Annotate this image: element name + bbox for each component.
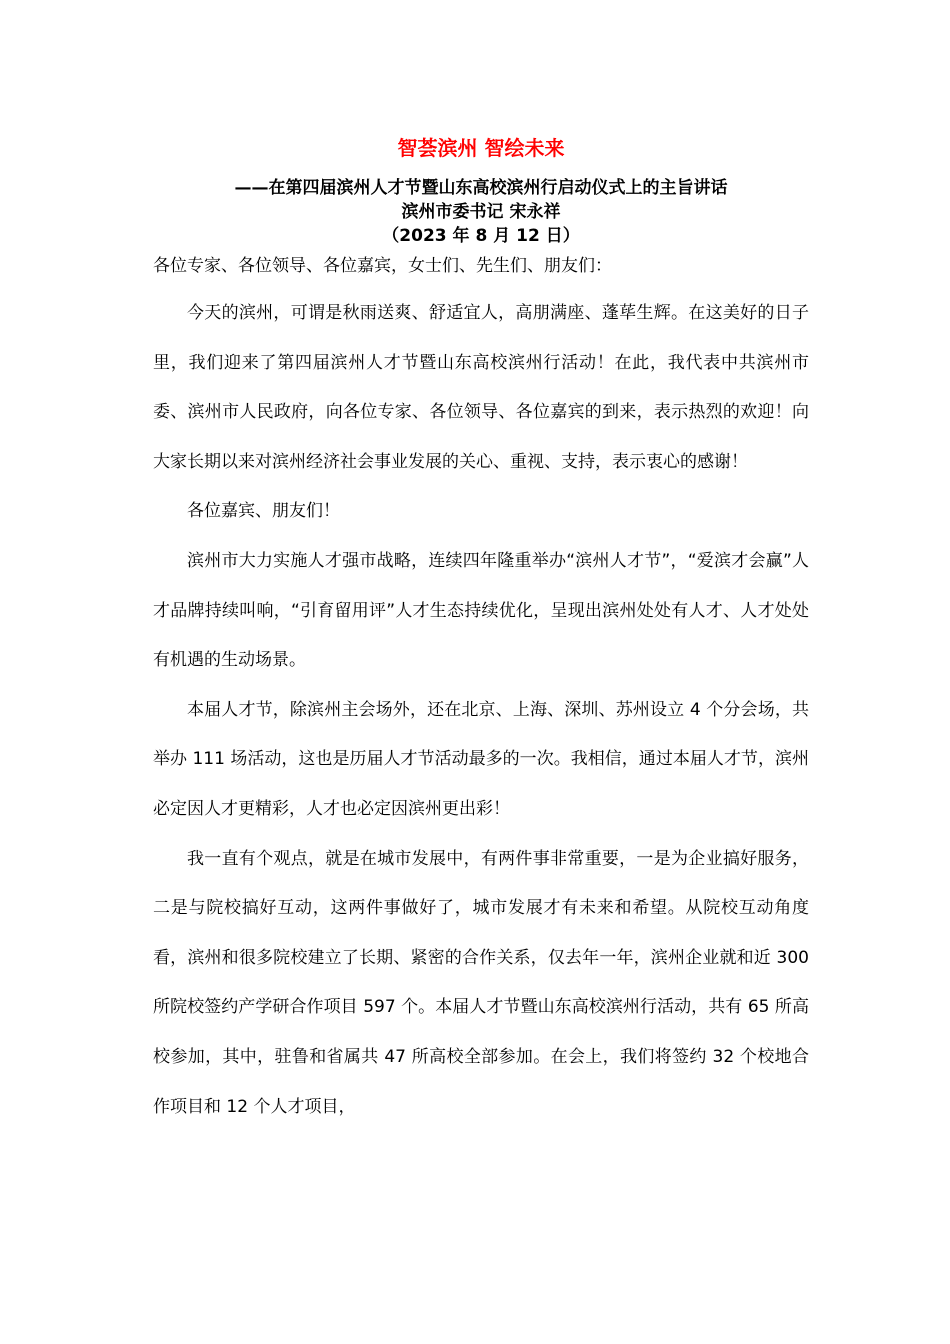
document-page xyxy=(153,134,809,1132)
salutation: 各位专家、各位领导、各位嘉宾，女士们、先生们、朋友们： xyxy=(153,256,612,276)
paragraph: 本届人才节，除滨州主会场外，还在北京、上海、深圳、苏州设立 4 个分会场，共举办 111 场活动，这也是历届人才节活动最多的一次。我相信，通过本届人才节，滨州必定因人才更精彩，人才也必定因滨州更出彩！ xyxy=(153,699,809,819)
document-subtitle: ——在第四届滨州人才节暨山东高校滨州行启动仪式上的主旨讲话 xyxy=(234,178,728,198)
paragraph: 今天的滨州，可谓是秋雨送爽、舒适宜人，高朋满座、蓬荜生辉。在这美好的日子里，我们迎来了第四届滨州人才节暨山东高校滨州行活动！在此，我代表中共滨州市委、滨州市人民政府，向各位专家、各位领导、各位嘉宾的到来，表示热烈的欢迎！向大家长期以来对滨州经济社会事业发展的关心、重视、支持，表示衷心的感谢！ xyxy=(153,303,809,472)
paragraph: 各位嘉宾、朋友们！ xyxy=(187,501,340,522)
document-title: 智荟滨州 智绘未来 xyxy=(397,136,565,160)
date-line: （2023 年 8 月 12 日） xyxy=(382,226,580,246)
paragraph: 滨州市大力实施人才强市战略，连续四年隆重举办“滨州人才节”，“爱滨才会赢”人才品牌持续叫响，“引育留用评”人才生态持续优化，呈现出滨州处处有人才、人才处处有机遇的生动场景。 xyxy=(153,550,809,671)
author-line: 滨州市委书记 宋永祥 xyxy=(401,202,561,222)
paragraph: 我一直有个观点，就是在城市发展中，有两件事非常重要，一是为企业搞好服务，二是与院校搞好互动，这两件事做好了，城市发展才有未来和希望。从院校互动角度看，滨州和很多院校建立了长期、紧密的合作关系，仅去年一年，滨州企业就和近 300 所院校签约产学研合作项目 597 个。本届人才节暨山东高校滨州行活动，共有 65 所高校参加，其中，驻鲁和省属共 47 所高校全部参加。在会上，我们将签约 32 个校地合作项目和 12 个人才项目， xyxy=(153,848,809,1117)
